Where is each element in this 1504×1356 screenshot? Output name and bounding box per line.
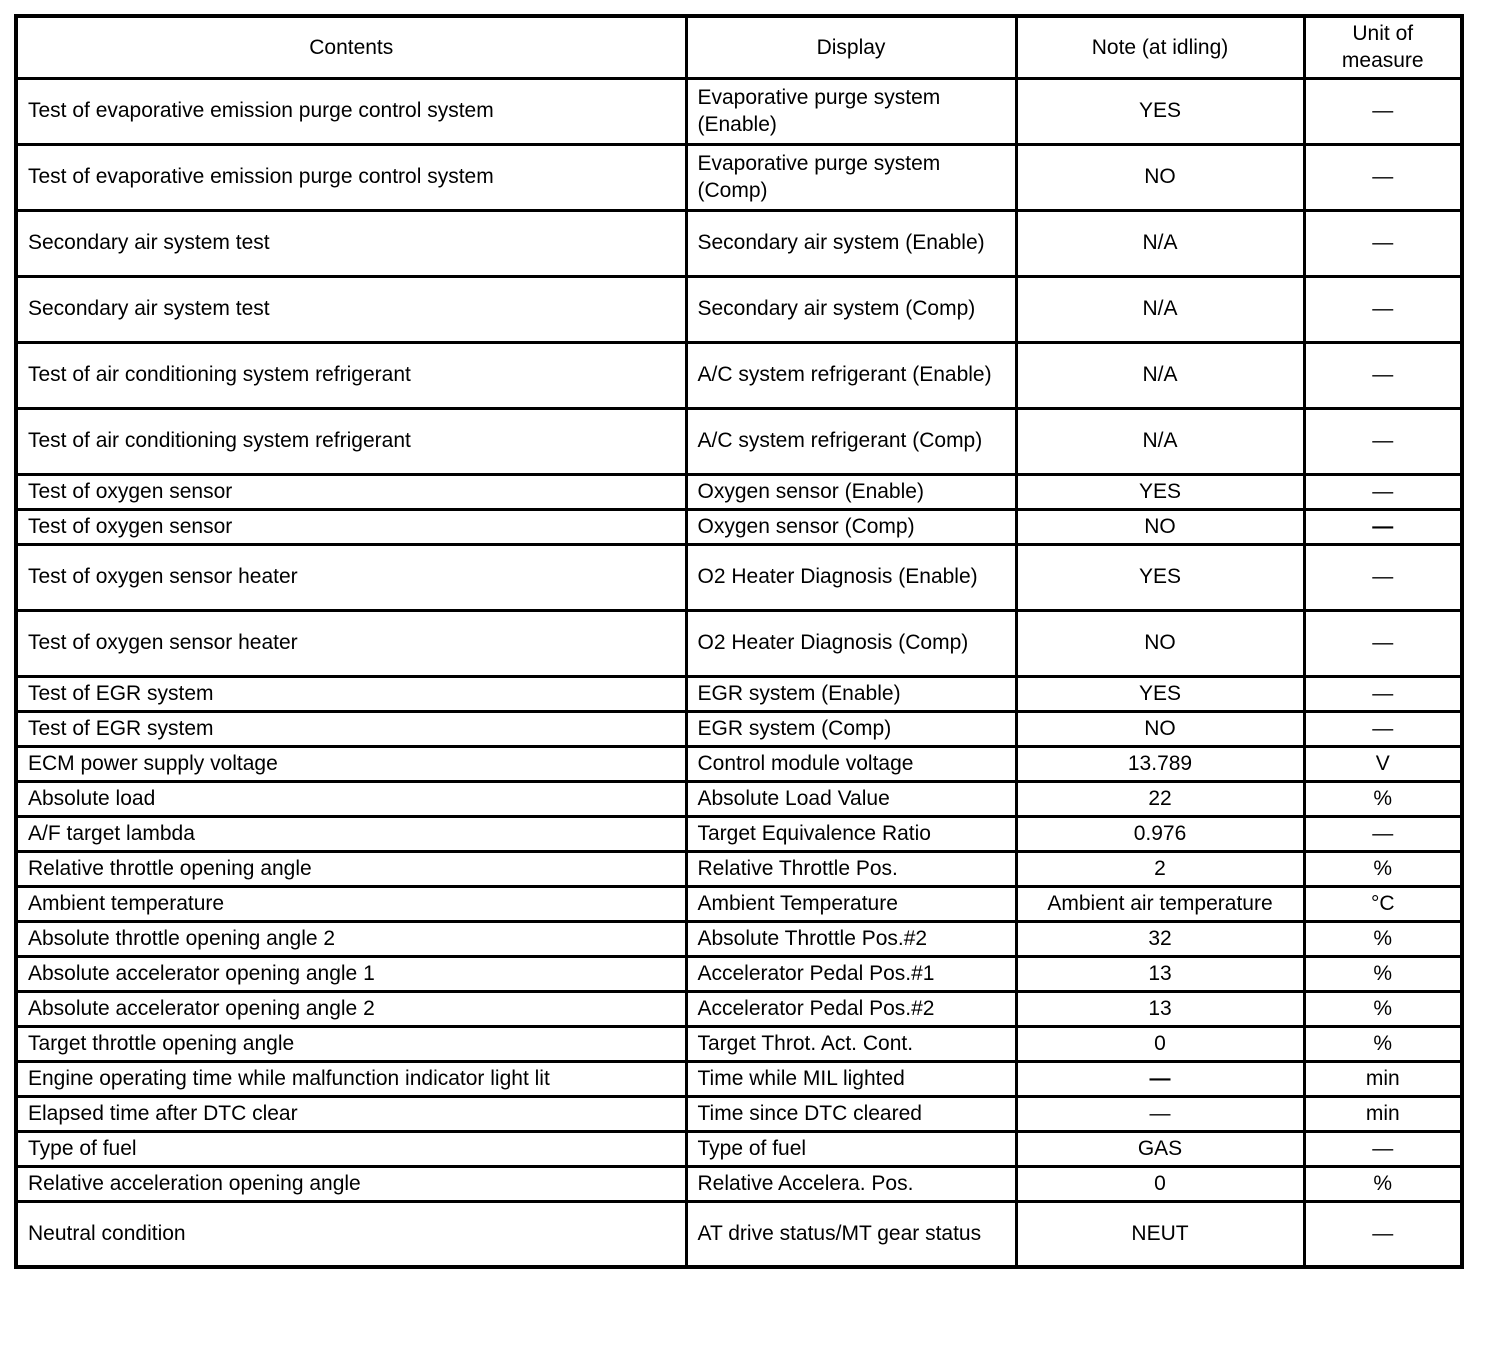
unit-cell: — <box>1304 144 1462 210</box>
column-header-contents: Contents <box>16 16 686 78</box>
table-row <box>16 408 1462 474</box>
contents-cell: Test of evaporative emission purge control system <box>16 144 686 210</box>
note-cell: YES <box>1016 676 1304 711</box>
display-cell: A/C system refrigerant (Enable) <box>686 342 1016 408</box>
contents-cell: Relative acceleration opening angle <box>16 1166 686 1201</box>
display-cell: Absolute Load Value <box>686 781 1016 816</box>
table-row <box>16 1096 1462 1131</box>
note-cell: 22 <box>1016 781 1304 816</box>
contents-cell: Test of oxygen sensor heater <box>16 544 686 610</box>
contents-cell: Test of oxygen sensor heater <box>16 610 686 676</box>
contents-cell: Test of EGR system <box>16 676 686 711</box>
table-row <box>16 1201 1462 1267</box>
note-cell: N/A <box>1016 276 1304 342</box>
contents-cell: Secondary air system test <box>16 210 686 276</box>
display-cell: Target Throt. Act. Cont. <box>686 1026 1016 1061</box>
note-cell: 13.789 <box>1016 746 1304 781</box>
table-row <box>16 276 1462 342</box>
contents-cell: Test of EGR system <box>16 711 686 746</box>
note-cell: 2 <box>1016 851 1304 886</box>
display-cell: Relative Throttle Pos. <box>686 851 1016 886</box>
display-cell: Accelerator Pedal Pos.#2 <box>686 991 1016 1026</box>
column-header-note: Note (at idling) <box>1016 16 1304 78</box>
table-row <box>16 956 1462 991</box>
table-row <box>16 342 1462 408</box>
table-row <box>16 886 1462 921</box>
note-cell: GAS <box>1016 1131 1304 1166</box>
note-cell: N/A <box>1016 210 1304 276</box>
unit-cell: % <box>1304 1166 1462 1201</box>
unit-cell: — <box>1304 408 1462 474</box>
unit-cell: — <box>1304 78 1462 144</box>
table-row <box>16 474 1462 509</box>
note-cell: Ambient air temperature <box>1016 886 1304 921</box>
header-row <box>16 16 1462 78</box>
note-cell: NO <box>1016 144 1304 210</box>
contents-cell: Elapsed time after DTC clear <box>16 1096 686 1131</box>
note-cell: — <box>1016 1061 1304 1096</box>
pid-data-table <box>14 14 1464 1269</box>
display-cell: Time while MIL lighted <box>686 1061 1016 1096</box>
unit-cell: % <box>1304 781 1462 816</box>
table-row <box>16 144 1462 210</box>
contents-cell: Test of air conditioning system refrigerant <box>16 342 686 408</box>
note-cell: 0 <box>1016 1026 1304 1061</box>
unit-cell: — <box>1304 276 1462 342</box>
unit-cell: — <box>1304 816 1462 851</box>
note-cell: YES <box>1016 544 1304 610</box>
contents-cell: Test of air conditioning system refrigerant <box>16 408 686 474</box>
note-cell: NEUT <box>1016 1201 1304 1267</box>
contents-cell: Absolute accelerator opening angle 2 <box>16 991 686 1026</box>
display-cell: Secondary air system (Comp) <box>686 276 1016 342</box>
note-cell: 13 <box>1016 956 1304 991</box>
display-cell: Target Equivalence Ratio <box>686 816 1016 851</box>
column-header-unit: Unit of measure <box>1304 16 1462 78</box>
display-cell: O2 Heater Diagnosis (Enable) <box>686 544 1016 610</box>
table-row <box>16 210 1462 276</box>
unit-cell: — <box>1304 1201 1462 1267</box>
table-row <box>16 711 1462 746</box>
display-cell: Relative Accelera. Pos. <box>686 1166 1016 1201</box>
display-cell: EGR system (Enable) <box>686 676 1016 711</box>
unit-cell: — <box>1304 544 1462 610</box>
display-cell: Ambient Temperature <box>686 886 1016 921</box>
display-cell: Oxygen sensor (Comp) <box>686 509 1016 544</box>
unit-cell: % <box>1304 956 1462 991</box>
display-cell: Time since DTC cleared <box>686 1096 1016 1131</box>
table-row <box>16 676 1462 711</box>
contents-cell: Absolute throttle opening angle 2 <box>16 921 686 956</box>
unit-cell: % <box>1304 991 1462 1026</box>
unit-cell: — <box>1304 610 1462 676</box>
table-row <box>16 921 1462 956</box>
note-cell: YES <box>1016 78 1304 144</box>
contents-cell: Absolute accelerator opening angle 1 <box>16 956 686 991</box>
note-cell: YES <box>1016 474 1304 509</box>
contents-cell: Engine operating time while malfunction indicator light lit <box>16 1061 686 1096</box>
display-cell: Evaporative purge system (Enable) <box>686 78 1016 144</box>
column-header-display: Display <box>686 16 1016 78</box>
table-row <box>16 1026 1462 1061</box>
unit-cell: — <box>1304 676 1462 711</box>
contents-cell: Test of oxygen sensor <box>16 509 686 544</box>
contents-cell: A/F target lambda <box>16 816 686 851</box>
note-cell: N/A <box>1016 408 1304 474</box>
contents-cell: Type of fuel <box>16 1131 686 1166</box>
unit-cell: — <box>1304 711 1462 746</box>
unit-cell: — <box>1304 509 1462 544</box>
display-cell: A/C system refrigerant (Comp) <box>686 408 1016 474</box>
unit-cell: — <box>1304 474 1462 509</box>
note-cell: NO <box>1016 711 1304 746</box>
unit-cell: — <box>1304 210 1462 276</box>
contents-cell: Target throttle opening angle <box>16 1026 686 1061</box>
display-cell: Oxygen sensor (Enable) <box>686 474 1016 509</box>
unit-cell: min <box>1304 1061 1462 1096</box>
table-row <box>16 781 1462 816</box>
unit-cell: — <box>1304 1131 1462 1166</box>
unit-cell: min <box>1304 1096 1462 1131</box>
table-row <box>16 1061 1462 1096</box>
display-cell: Accelerator Pedal Pos.#1 <box>686 956 1016 991</box>
table-row <box>16 1166 1462 1201</box>
display-cell: Evaporative purge system (Comp) <box>686 144 1016 210</box>
display-cell: O2 Heater Diagnosis (Comp) <box>686 610 1016 676</box>
table-row <box>16 851 1462 886</box>
table-row <box>16 610 1462 676</box>
contents-cell: Ambient temperature <box>16 886 686 921</box>
note-cell: NO <box>1016 610 1304 676</box>
note-cell: — <box>1016 1096 1304 1131</box>
note-cell: 0.976 <box>1016 816 1304 851</box>
note-cell: N/A <box>1016 342 1304 408</box>
unit-cell: °C <box>1304 886 1462 921</box>
contents-cell: Relative throttle opening angle <box>16 851 686 886</box>
display-cell: AT drive status/MT gear status <box>686 1201 1016 1267</box>
display-cell: EGR system (Comp) <box>686 711 1016 746</box>
contents-cell: Neutral condition <box>16 1201 686 1267</box>
note-cell: NO <box>1016 509 1304 544</box>
contents-cell: Absolute load <box>16 781 686 816</box>
note-cell: 13 <box>1016 991 1304 1026</box>
table-row <box>16 746 1462 781</box>
note-cell: 32 <box>1016 921 1304 956</box>
table-row <box>16 544 1462 610</box>
unit-cell: % <box>1304 1026 1462 1061</box>
contents-cell: Secondary air system test <box>16 276 686 342</box>
contents-cell: Test of evaporative emission purge control system <box>16 78 686 144</box>
display-cell: Control module voltage <box>686 746 1016 781</box>
table-row <box>16 991 1462 1026</box>
display-cell: Secondary air system (Enable) <box>686 210 1016 276</box>
unit-cell: % <box>1304 851 1462 886</box>
contents-cell: ECM power supply voltage <box>16 746 686 781</box>
table-row <box>16 78 1462 144</box>
contents-cell: Test of oxygen sensor <box>16 474 686 509</box>
table-row <box>16 509 1462 544</box>
display-cell: Type of fuel <box>686 1131 1016 1166</box>
unit-cell: V <box>1304 746 1462 781</box>
unit-cell: — <box>1304 342 1462 408</box>
note-cell: 0 <box>1016 1166 1304 1201</box>
table-row <box>16 816 1462 851</box>
display-cell: Absolute Throttle Pos.#2 <box>686 921 1016 956</box>
unit-cell: % <box>1304 921 1462 956</box>
table-row <box>16 1131 1462 1166</box>
